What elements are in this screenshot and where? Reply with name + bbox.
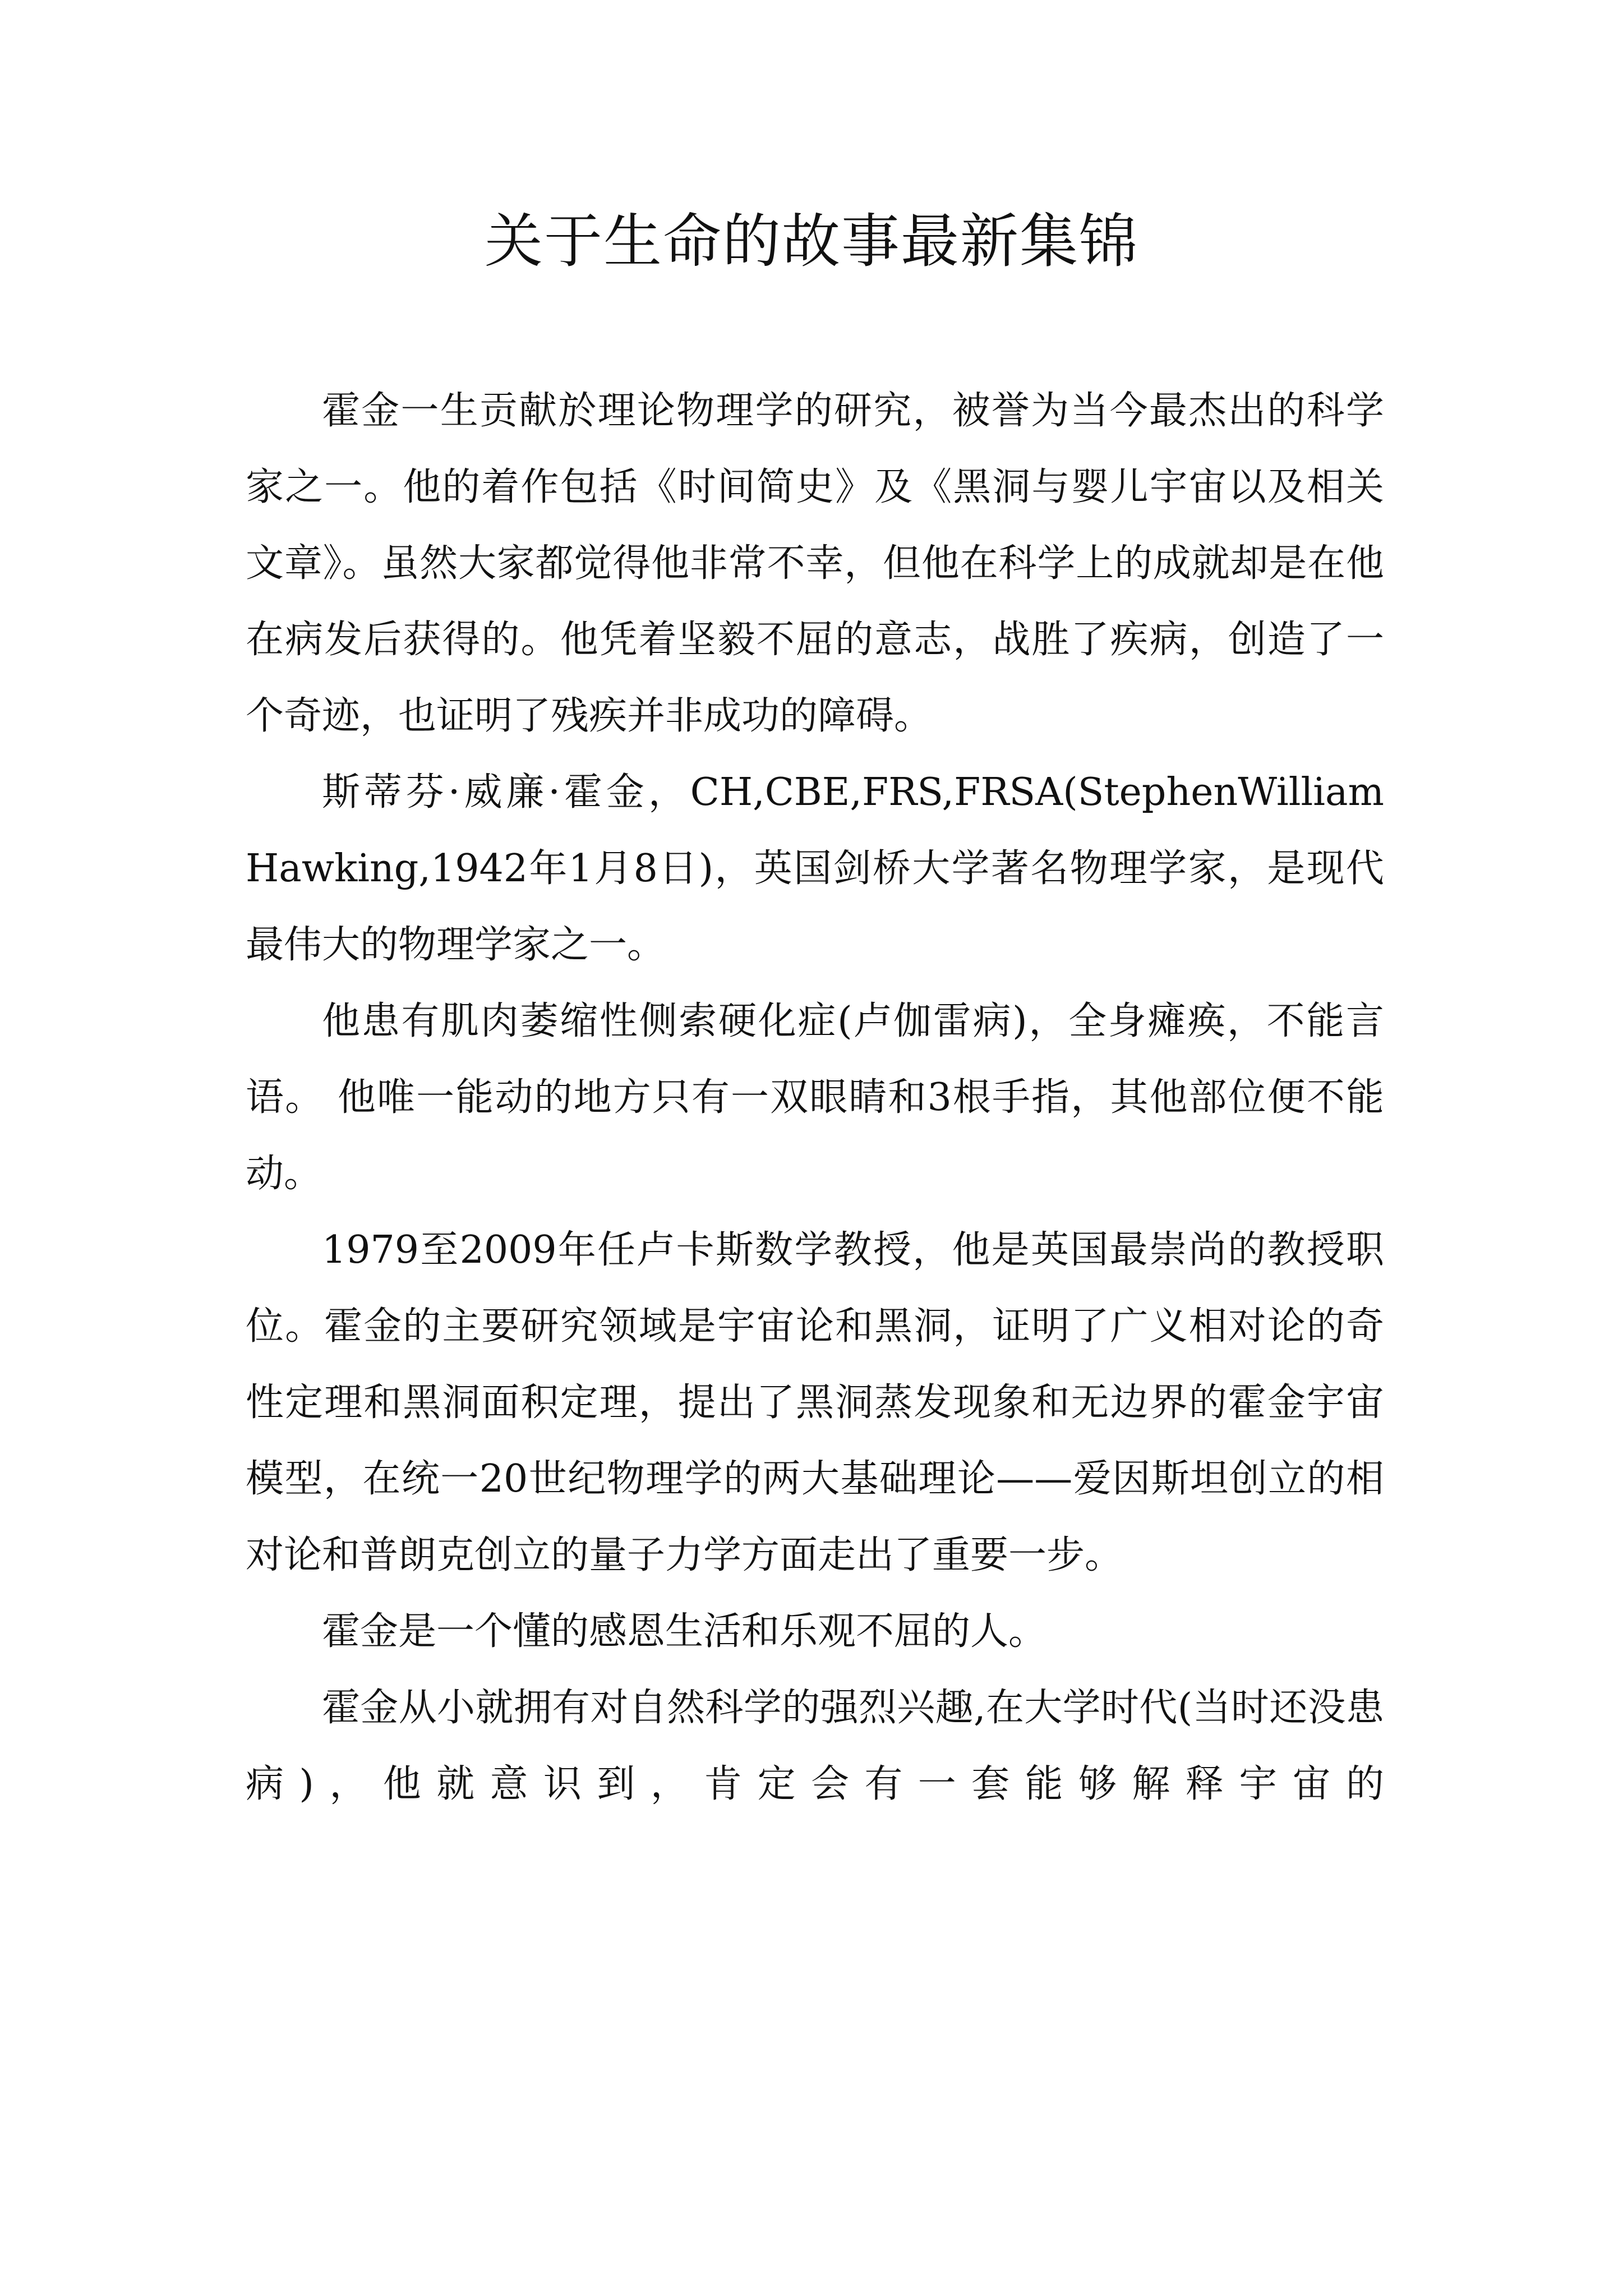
- paragraph-illness: 他患有肌肉萎缩性侧索硬化症(卢伽雷病)，全身瘫痪，不能言语。 他唯一能动的地方只有一双眼睛和3根手指，其他部位便不能动。: [246, 999, 1384, 1196]
- paragraph-interest: 霍金从小就拥有对自然科学的强烈兴趣,在大学时代(当时还没患病)，他就意识到，肯定会有一套能够解释宇宙的: [246, 1686, 1384, 1806]
- paragraph-hawking-bio: 斯蒂芬·威廉·霍金，CH,CBE,FRS,FRSA(StephenWilliam Hawking,1942年1月8日)，英国剑桥大学著名物理学家，是现代最伟大的物理学家之一。: [246, 770, 1384, 967]
- document-title: 关于生命的故事最新集锦: [484, 207, 1138, 275]
- paragraph-gratitude: 霍金是一个懂的感恩生活和乐观不屈的人。: [322, 1609, 1047, 1654]
- document-body: [246, 373, 1384, 1823]
- paragraph-research: 1979至2009年任卢卡斯数学教授，他是英国最崇尚的教授职位。霍金的主要研究领域是宇宙论和黑洞，证明了广义相对论的奇性定理和黑洞面积定理，提出了黑洞蒸发现象和无边界的霍金宇宙模型，在统一20世纪物理学的两大基础理论——爱因斯坦创立的相对论和普朗克创立的量子力学方面走出了重要一步。: [246, 1228, 1384, 1577]
- paragraph-hawking-intro: 霍金一生贡献於理论物理学的研究，被誉为当今最杰出的科学家之一。他的着作包括《时间简史》及《黑洞与婴儿宇宙以及相关文章》。虽然大家都觉得他非常不幸，但他在科学上的成就却是在他在病发后获得的。他凭着坚毅不屈的意志，战胜了疾病，创造了一个奇迹，也证明了残疾并非成功的障碍。: [246, 389, 1384, 738]
